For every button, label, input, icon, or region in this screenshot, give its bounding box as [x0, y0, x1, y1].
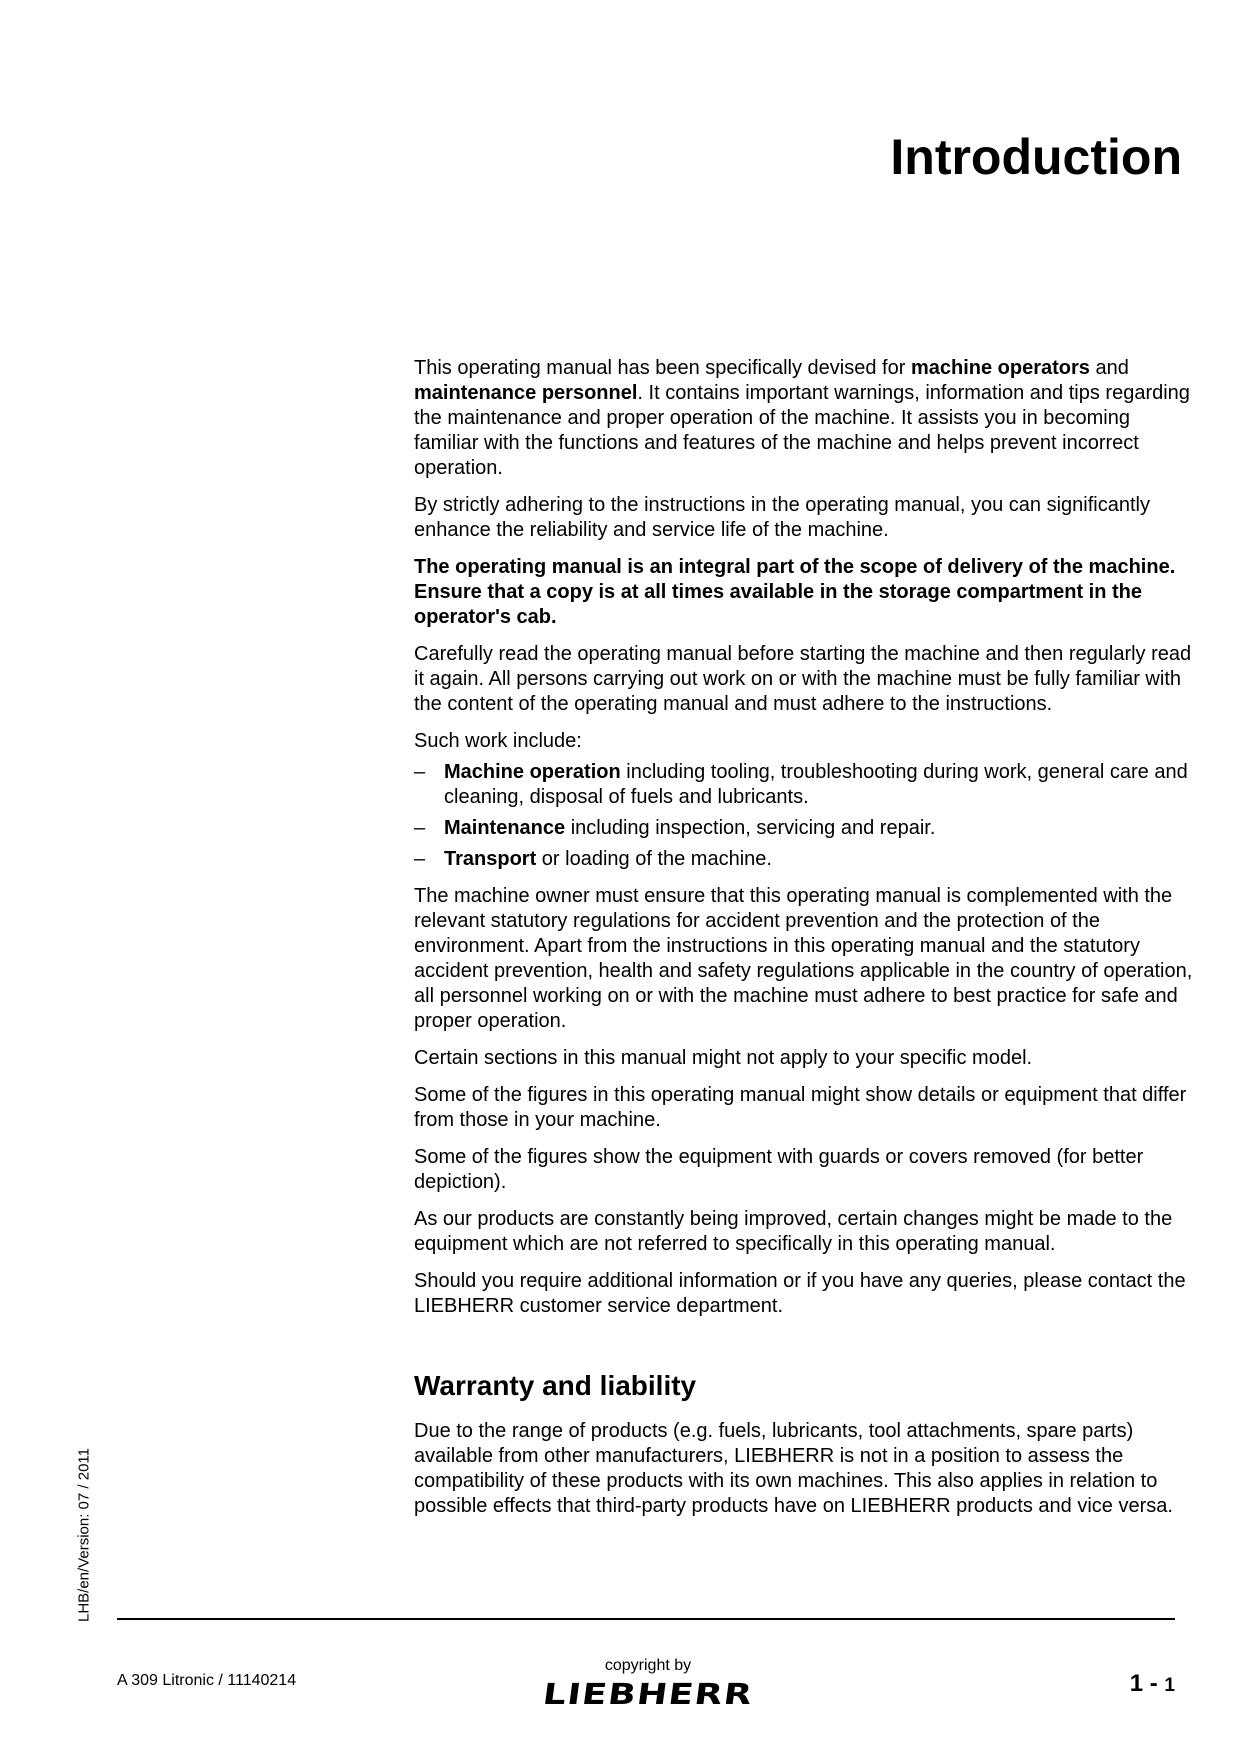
intro-paragraph-9: Some of the figures show the equipment with guards or covers removed (for better depiction). — [414, 1146, 1144, 1193]
page-title: Introduction — [890, 129, 1182, 185]
footer-model-number: A 309 Litronic / 11140214 — [117, 1672, 297, 1689]
intro-paragraph-2: By strictly adhering to the instructions in the operating manual, you can significantly enhance the reliability and service life of the machine. — [414, 494, 1150, 541]
intro-paragraph-5: Such work include: — [414, 730, 582, 752]
intro-paragraph-1 — [414, 356, 1194, 481]
page-separator: - — [1143, 1670, 1165, 1697]
list-item-term: Maintenance — [444, 817, 566, 839]
page-index: 1 — [1164, 1675, 1175, 1696]
intro-paragraph-3-notice: The operating manual is an integral part of the scope of delivery of the machine. Ensure that a copy is at all times available in the storage compartment in the operator's cab. — [414, 556, 1176, 628]
dash-marker: – — [414, 761, 426, 783]
copyright-label: copyright by — [604, 1657, 692, 1674]
side-version-label: LHB/en/Version: 07 / 2011 — [75, 1447, 93, 1623]
dash-marker: – — [414, 817, 426, 839]
list-item — [414, 816, 1194, 841]
liebherr-logo-text: LIEBHERR — [540, 1677, 756, 1711]
list-item — [414, 847, 1194, 872]
text-run: and — [1089, 357, 1129, 379]
list-item-term: Machine operation — [444, 761, 621, 783]
page-chapter: 1 — [1129, 1670, 1144, 1697]
intro-paragraph-10: As our products are constantly being improved, certain changes might be made to the equipment which are not referred to specifically in this operating manual. — [414, 1208, 1173, 1255]
warranty-paragraph-1: Due to the range of products (e.g. fuels, lubricants, tool attachments, spare parts) available from other manufacturers, LIEBHERR is not in a position to assess the compatibility of these products with its own machines. This also applies in relation to possible effects that third-party products have on LIEBHERR products and vice versa. — [414, 1419, 1173, 1517]
intro-paragraph-6: The machine owner must ensure that this operating manual is complemented with the relevant statutory regulations for accident prevention and the protection of the environment. Apart from the instructions in this operating manual and the statutory accident prevention, health and safety regulations applicable in the country of operation, all personnel working on or with the machine must adhere to best practice for safe and proper operation. — [414, 885, 1193, 1032]
liebherr-logo — [540, 1677, 756, 1711]
list-item — [414, 760, 1194, 810]
dash-marker: – — [414, 848, 426, 870]
list-item-term: Transport — [444, 848, 537, 870]
bold-text-run: machine operators — [910, 357, 1090, 379]
intro-paragraph-8: Some of the figures in this operating manual might show details or equipment that differ from those in your machine. — [414, 1084, 1187, 1131]
bold-text-run: maintenance personnel — [414, 382, 638, 404]
intro-paragraph-11: Should you require additional information or if you have any queries, please contact the LIEBHERR customer service department. — [414, 1270, 1186, 1317]
intro-paragraph-7: Certain sections in this manual might not apply to your specific model. — [414, 1047, 1033, 1069]
text-run: . It contains important warnings, information and tips regarding the maintenance and proper operation of the machine. It assists you in becoming familiar with the functions and features of the machine and helps prevent incorrect operation. — [414, 382, 1190, 479]
list-item-text: or loading of the machine. — [536, 848, 772, 870]
list-item-text: including tooling, troubleshooting during work, general care and cleaning, disposal of fuels and lubricants. — [444, 761, 1188, 808]
intro-paragraph-4: Carefully read the operating manual before starting the machine and then regularly read it again. All persons carrying out work on or with the machine must be fully familiar with the content of the operating manual and must adhere to the instructions. — [414, 643, 1192, 715]
page-number — [1130, 1670, 1175, 1698]
work-list — [414, 760, 1194, 872]
list-item-text: including inspection, servicing and repair. — [565, 817, 936, 839]
main-content — [414, 356, 1194, 1531]
footer-divider — [117, 1618, 1175, 1620]
section-heading-warranty: Warranty and liability — [414, 1370, 697, 1401]
text-run: This operating manual has been specifically devised for — [414, 357, 911, 379]
